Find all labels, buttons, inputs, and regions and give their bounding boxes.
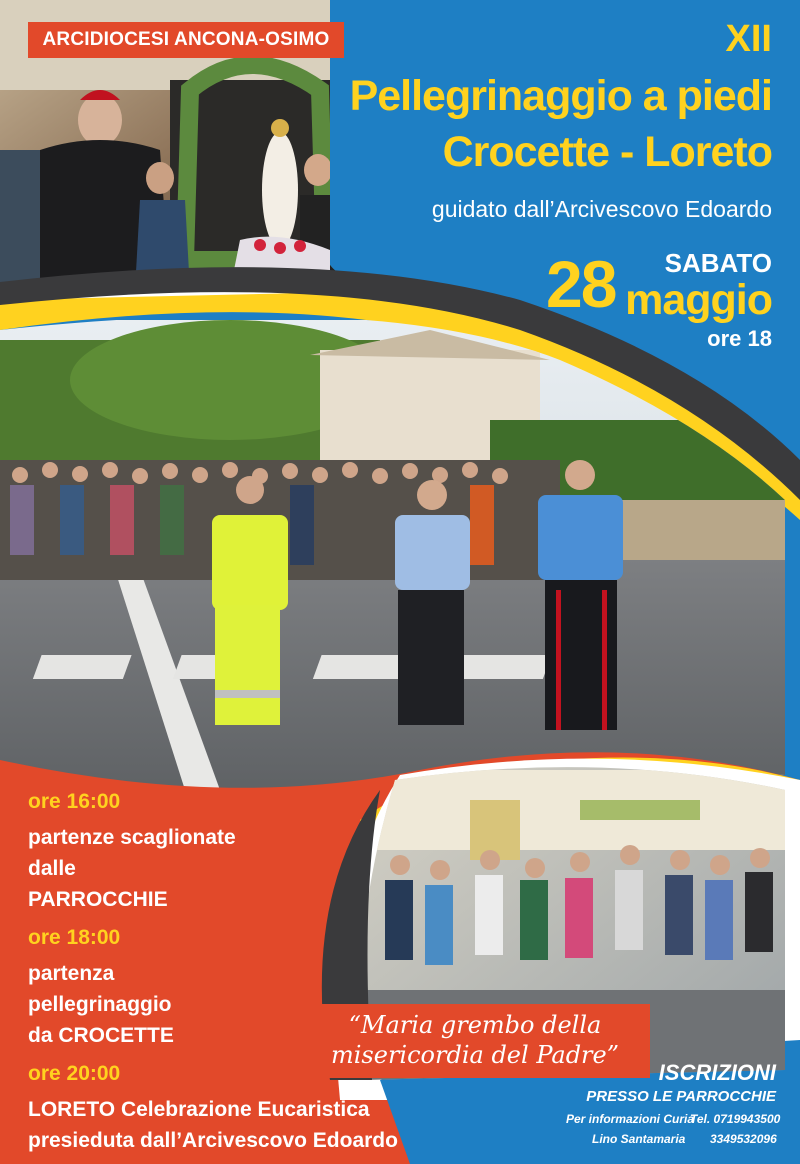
schedule-line: partenze scaglionate xyxy=(28,826,236,849)
event-day: SABATO xyxy=(664,248,772,278)
schedule-line: da CROCETTE xyxy=(28,1024,174,1047)
event-route: Crocette - Loreto xyxy=(442,128,772,176)
contact-name: Per informazioni Curia xyxy=(566,1112,695,1126)
schedule-time: ore 20:00 xyxy=(28,1062,121,1085)
event-date-number: 28 xyxy=(546,247,616,321)
motto-banner xyxy=(300,1004,650,1078)
schedule-line: dalle xyxy=(28,857,76,880)
schedule-line: pellegrinaggio xyxy=(28,993,172,1016)
contact-phone: 3349532096 xyxy=(710,1132,777,1146)
contact-name: Lino Santamaria xyxy=(592,1132,686,1146)
event-hour: ore 18 xyxy=(707,326,772,351)
schedule-line: LORETO Celebrazione Eucaristica xyxy=(28,1098,370,1121)
contact-phone: Tel. 0719943500 xyxy=(690,1112,781,1126)
registration-title: ISCRIZIONI xyxy=(658,1060,776,1085)
motto-line: “Maria grembo della xyxy=(348,1011,602,1039)
diocese-banner: ARCIDIOCESI ANCONA-OSIMO xyxy=(28,22,344,58)
event-title: Pellegrinaggio a piedi xyxy=(349,72,772,120)
schedule-item xyxy=(28,926,174,1051)
schedule-line: presieduta dall’Arcivescovo Edoardo xyxy=(28,1129,398,1152)
event-month: maggio xyxy=(625,276,772,324)
schedule-line: partenza xyxy=(28,962,115,985)
schedule-time: ore 16:00 xyxy=(28,790,121,813)
edition-number: XII xyxy=(725,18,772,60)
schedule-time: ore 18:00 xyxy=(28,926,121,949)
schedule-item xyxy=(28,790,236,915)
motto-line: misericordia del Padre” xyxy=(331,1041,619,1069)
schedule-line: PARROCCHIE xyxy=(28,888,168,911)
registration-subtitle: PRESSO LE PARROCCHIE xyxy=(586,1088,776,1105)
event-subtitle: guidato dall’Arcivescovo Edoardo xyxy=(431,196,772,222)
